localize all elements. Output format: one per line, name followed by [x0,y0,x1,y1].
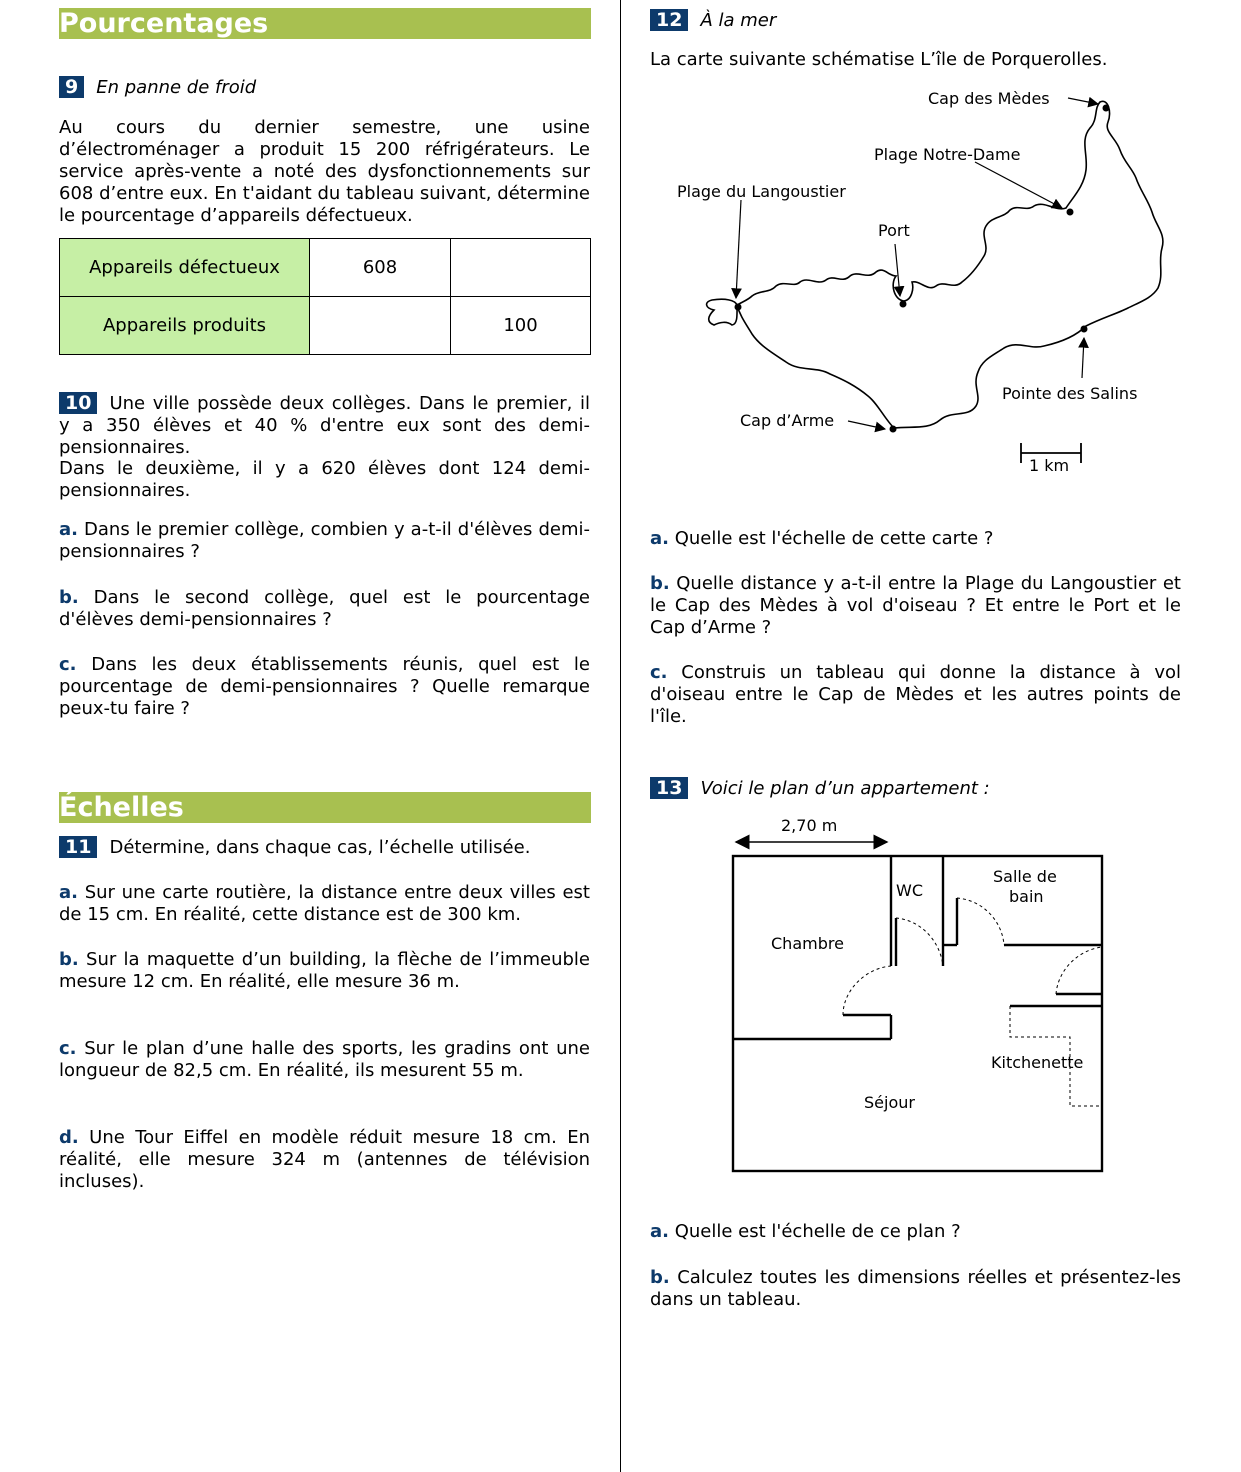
apartment-plan [720,810,1120,1180]
percentage-table [59,238,591,355]
exercise-number: 11 [59,836,97,858]
question-label: a. [59,519,78,540]
arrow-pointe-salins [1082,338,1084,378]
exercise-13-question-b [650,1267,1181,1311]
exercise-number: 12 [650,9,688,31]
table-cell: 100 [451,297,591,355]
question-label: a. [59,882,78,903]
question-text: Calculez toutes les dimensions réelles et présentez-les dans un tableau. [650,1267,1181,1310]
question-label: b. [650,573,670,594]
table-cell [310,297,451,355]
room-label-chambre: Chambre [771,934,844,953]
exercise-10-question-b [59,587,590,631]
exercise-13-question-a [650,1221,1181,1243]
table-cell [451,239,591,297]
exercise-11-question-c [59,1038,590,1082]
question-label: a. [650,1221,669,1242]
exercise-11-intro: Détermine, dans chaque cas, l’échelle utilisée. [109,837,531,858]
exercise-number: 13 [650,777,688,799]
arrow-cap-medes [1068,98,1098,104]
question-text: Quelle est l'échelle de cette carte ? [674,528,994,549]
question-text: Dans les deux établissements réunis, quel est le pourcentage de demi-pensionnaires ? Quelle remarque peux-tu faire ? [59,654,590,719]
room-label-wc: WC [896,881,923,900]
table-row [60,297,591,355]
arrow-plage-notre-dame [975,162,1062,208]
table-row [60,239,591,297]
label-pointe-salins: Pointe des Salins [1002,384,1138,403]
question-text: Quelle distance y a-t-il entre la Plage du Langoustier et le Cap des Mèdes à vol d'oiseau ? Et entre le Port et le Cap d’Arme ? [650,573,1181,638]
point-pointe-salins [1081,326,1088,333]
question-text: Sur la maquette d’un building, la flèche de l’immeuble mesure 12 cm. En réalité, elle mesure 36 m. [59,949,590,992]
exercise-11-header [59,836,530,859]
exercise-9-header [59,76,256,99]
table-cell: 608 [310,239,451,297]
point-cap-arme [890,426,897,433]
point-plage-langoustier [735,304,742,311]
exercise-10-question-c [59,654,590,720]
exercise-12-header [650,9,776,32]
question-label: b. [59,949,79,970]
exercise-title: À la mer [700,10,777,31]
arrow-cap-arme [848,421,885,429]
section-title-echelles: Échelles [59,792,591,823]
point-plage-notre-dame [1067,209,1074,216]
question-label: c. [650,662,668,683]
exercise-10-intro-2: Dans le deuxième, il y a 620 élèves dont 124 demi-pensionnaires. [59,458,590,501]
question-text: Dans le second collège, quel est le pourcentage d'élèves demi-pensionnaires ? [59,587,590,630]
room-label-sdb-2: bain [1009,887,1044,906]
arrow-plage-langoustier [736,200,741,298]
question-label: b. [650,1267,670,1288]
arrow-port [895,244,900,296]
label-cap-arme: Cap d’Arme [740,411,835,430]
room-label-kitchenette: Kitchenette [991,1053,1084,1072]
exercise-number: 10 [59,392,97,414]
question-text: Une Tour Eiffel en modèle réduit mesure 18 cm. En réalité, elle mesure 324 m (antennes de télévision incluses). [59,1127,590,1192]
label-port: Port [878,221,910,240]
label-plage-langoustier: Plage du Langoustier [677,182,846,201]
exercise-11-question-d [59,1127,590,1193]
exercise-number: 9 [59,76,84,98]
exercise-10-intro-1: Une ville possède deux collèges. Dans le premier, il y a 350 élèves et 40 % d'entre eux sont des demi-pensionnaires. [59,393,590,458]
column-divider [620,0,621,1472]
question-text: Quelle est l'échelle de ce plan ? [674,1221,961,1242]
room-label-sejour: Séjour [864,1093,915,1112]
exercise-12-question-a [650,528,1181,550]
porquerolles-map [670,80,1190,480]
question-text: Sur le plan d’une halle des sports, les gradins ont une longueur de 82,5 cm. En réalité, ils mesurent 55 m. [59,1038,590,1081]
question-label: a. [650,528,669,549]
plan-walls [733,856,1102,1171]
exercise-12-question-c [650,662,1181,728]
exercise-title: Voici le plan d’un appartement : [700,778,990,799]
exercise-10-intro [59,392,590,459]
question-text: Construis un tableau qui donne la distance à vol d'oiseau entre le Cap de Mèdes et les autres points de l'île. [650,662,1181,727]
label-cap-medes: Cap des Mèdes [928,89,1050,108]
map-scale-label: 1 km [1029,456,1070,475]
exercise-12-question-b [650,573,1181,639]
question-text: Dans le premier collège, combien y a-t-il d'élèves demi-pensionnaires ? [59,519,590,562]
question-text: Sur une carte routière, la distance entre deux villes est de 15 cm. En réalité, cette distance est de 300 km. [59,882,590,925]
exercise-12-intro: La carte suivante schématise L’île de Porquerolles. [650,49,1108,70]
exercise-11-question-b [59,949,590,993]
label-plage-notre-dame: Plage Notre-Dame [874,145,1021,164]
point-port [900,301,907,308]
plan-doors [843,898,1102,1106]
dimension-label: 2,70 m [781,816,838,835]
section-title-pourcentages: Pourcentages [59,8,591,39]
exercise-9-text: Au cours du dernier semestre, une usine d’électroménager a produit 15 200 réfrigérateurs. Le service après-vente a noté des dysfonctionnements sur 608 d’entre eux. En t'aidant du tableau suivant, détermine le pourcentage d’appareils défectueux. [59,117,590,226]
room-label-sdb-1: Salle de [993,867,1057,886]
table-cell: Appareils produits [60,297,310,355]
question-label: c. [59,1038,77,1059]
question-label: d. [59,1127,79,1148]
table-cell: Appareils défectueux [60,239,310,297]
question-label: c. [59,654,77,675]
exercise-10-question-a [59,519,590,563]
point-cap-medes [1103,105,1110,112]
exercise-title: En panne de froid [96,77,257,98]
exercise-13-header [650,777,990,800]
question-label: b. [59,587,79,608]
exercise-11-question-a [59,882,590,926]
